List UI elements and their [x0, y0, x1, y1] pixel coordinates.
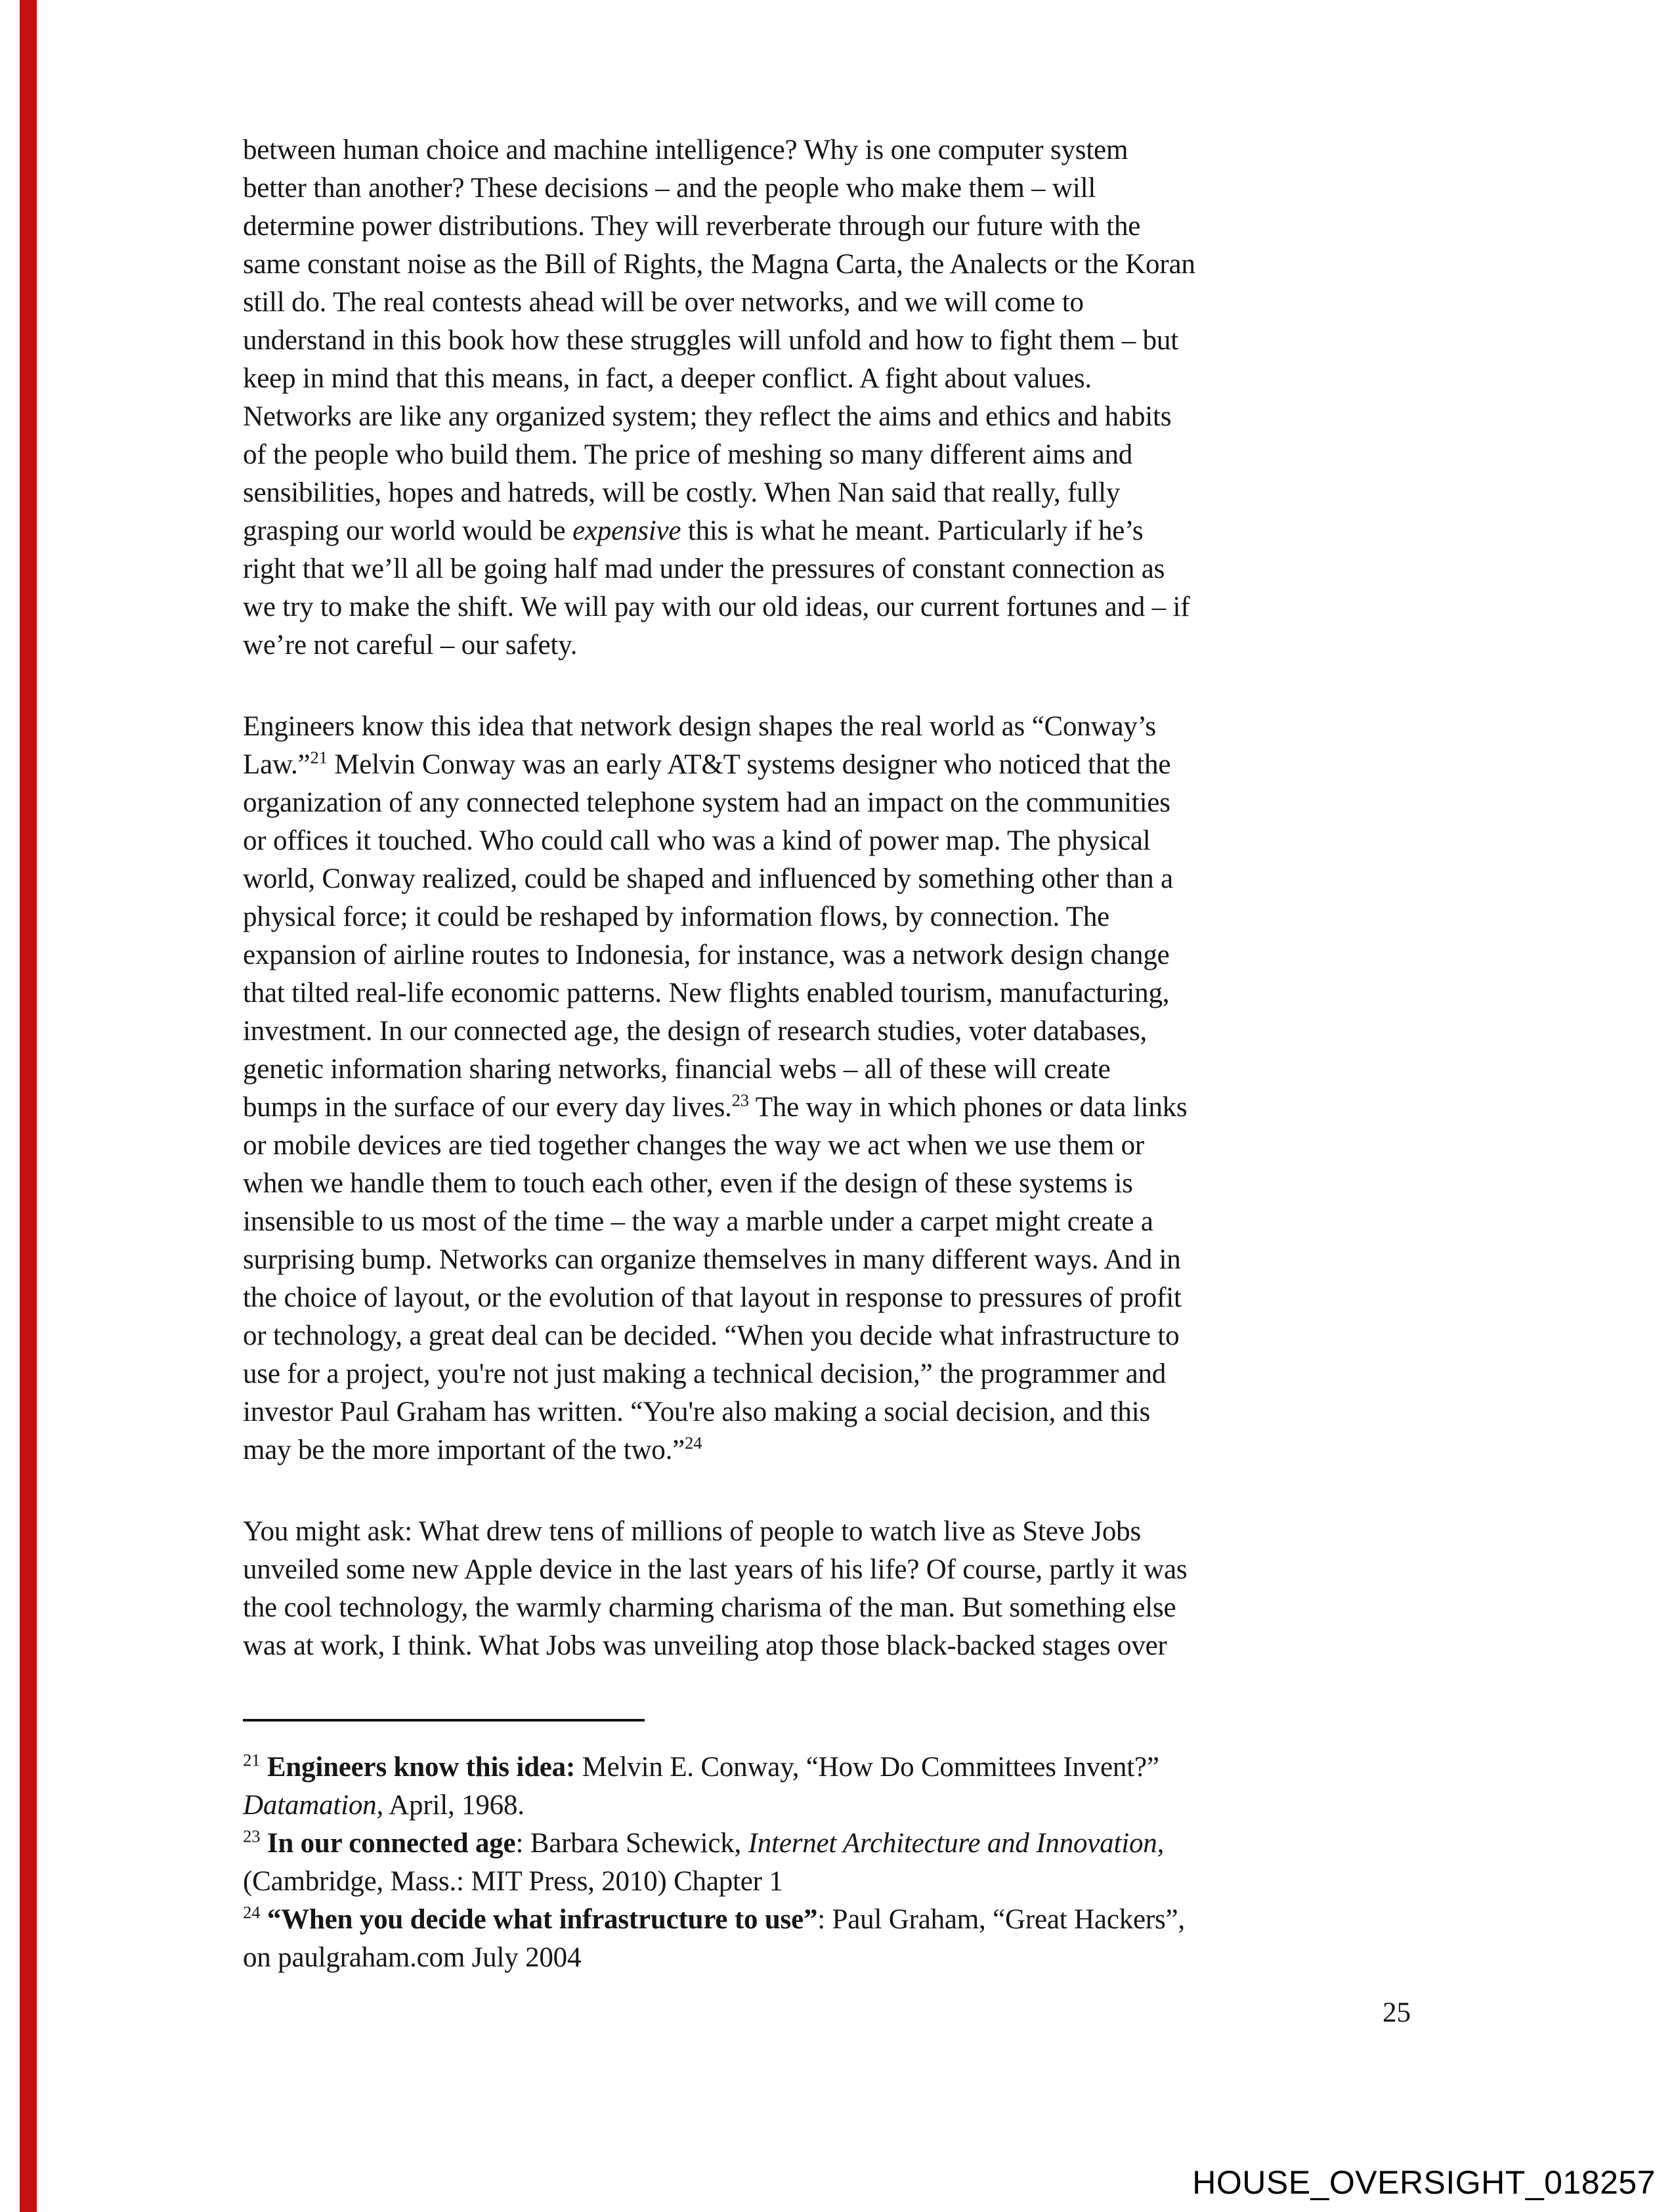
text-line: when we handle them to touch each other, even if the design of these systems is	[243, 1168, 1133, 1199]
body-paragraphs	[243, 131, 1434, 1665]
text-line: better than another? These decisions – and the people who make them – will	[243, 173, 1096, 204]
text-line: we’re not careful – our safety.	[243, 630, 578, 661]
text-line: same constant noise as the Bill of Rights, the Magna Carta, the Analects or the Koran	[243, 249, 1195, 280]
text-line: keep in mind that this means, in fact, a deeper conflict. A fight about values.	[243, 363, 1092, 394]
footnote-line: (Cambridge, Mass.: MIT Press, 2010) Chapter 1	[243, 1866, 783, 1897]
bates-stamp: HOUSE_OVERSIGHT_018257	[1192, 2164, 1656, 2201]
paragraph	[243, 708, 1434, 1469]
text-line: surprising bump. Networks can organize themselves in many different ways. And in	[243, 1244, 1181, 1275]
footnote-separator-rule	[243, 1719, 645, 1722]
text-line: Law.”$^{21}$ Melvin Conway was an early AT&T systems designer who noticed that the	[243, 747, 1171, 780]
text-line: investor Paul Graham has written. “You're also making a social decision, and this	[243, 1397, 1151, 1427]
footnote-line: $^{24}$ “When you decide what infrastructure to use”: Paul Graham, “Great Hackers”,	[243, 1902, 1185, 1935]
text-line: sensibilities, hopes and hatreds, will be costly. When Nan said that really, fully	[243, 477, 1121, 508]
text-line: grasping our world would be expensive this is what he meant. Particularly if he’s	[243, 515, 1144, 546]
text-line: the cool technology, the warmly charming charisma of the man. But something else	[243, 1592, 1176, 1623]
text-line: or technology, a great deal can be decided. “When you decide what infrastructure to	[243, 1320, 1180, 1351]
text-line: Engineers know this idea that network design shapes the real world as “Conway’s	[243, 711, 1156, 742]
text-line: investment. In our connected age, the design of research studies, voter databases,	[243, 1016, 1148, 1047]
paragraph	[243, 131, 1434, 664]
text-line: or mobile devices are tied together changes the way we act when we use them or	[243, 1130, 1144, 1161]
footnote-line: $^{21}$ Engineers know this idea: Melvin E. Conway, “How Do Committees Invent?”	[243, 1750, 1159, 1783]
text-line: or offices it touched. Who could call who was a kind of power map. The physical	[243, 825, 1151, 856]
footnote-line: Datamation, April, 1968.	[243, 1790, 525, 1821]
text-line: the choice of layout, or the evolution of that layout in response to pressures of profit	[243, 1282, 1182, 1313]
text-line: that tilted real-life economic patterns. New flights enabled tourism, manufacturing,	[243, 978, 1170, 1008]
text-line: use for a project, you're not just making a technical decision,” the programmer and	[243, 1358, 1167, 1389]
text-line: still do. The real contests ahead will be over networks, and we will come to	[243, 287, 1084, 318]
text-line: was at work, I think. What Jobs was unveiling atop those black-backed stages over	[243, 1630, 1167, 1661]
text-line: bumps in the surface of our every day lives.$^{23}$ The way in which phones or data links	[243, 1090, 1188, 1123]
text-line: right that we’ll all be going half mad under the pressures of constant connection as	[243, 553, 1165, 584]
text-line: may be the more important of the two.”$^{24}$	[243, 1433, 702, 1465]
text-line: world, Conway realized, could be shaped and influenced by something other than a	[243, 863, 1173, 894]
paragraph	[243, 1513, 1434, 1665]
footnote-line: $^{23}$ In our connected age: Barbara Schewick, Internet Architecture and Innovation,	[243, 1826, 1165, 1859]
text-line: we try to make the shift. We will pay with our old ideas, our current fortunes and – if	[243, 592, 1190, 622]
footnote-line: on paulgraham.com July 2004	[243, 1942, 582, 1973]
page-number: 25	[1383, 1997, 1411, 2028]
left-margin-red-line	[20, 0, 37, 2212]
text-line: understand in this book how these struggles will unfold and how to fight them – but	[243, 325, 1178, 356]
text-content	[243, 131, 1434, 2032]
text-line: Networks are like any organized system; they reflect the aims and ethics and habits	[243, 401, 1172, 432]
text-line: between human choice and machine intelligence? Why is one computer system	[243, 135, 1128, 165]
text-line: expansion of airline routes to Indonesia, for instance, was a network design change	[243, 940, 1170, 970]
text-line: physical force; it could be reshaped by information flows, by connection. The	[243, 901, 1110, 932]
footnotes	[243, 1748, 1434, 1977]
text-line: unveiled some new Apple device in the last years of his life? Of course, partly it was	[243, 1554, 1188, 1585]
text-line: of the people who build them. The price of meshing so many different aims and	[243, 439, 1133, 470]
text-line: genetic information sharing networks, financial webs – all of these will create	[243, 1054, 1111, 1085]
text-line: determine power distributions. They will reverberate through our future with the	[243, 211, 1141, 242]
text-line: organization of any connected telephone system had an impact on the communities	[243, 787, 1170, 818]
text-line: insensible to us most of the time – the way a marble under a carpet might create a	[243, 1206, 1153, 1237]
text-line: You might ask: What drew tens of millions of people to watch live as Steve Jobs	[243, 1516, 1142, 1547]
